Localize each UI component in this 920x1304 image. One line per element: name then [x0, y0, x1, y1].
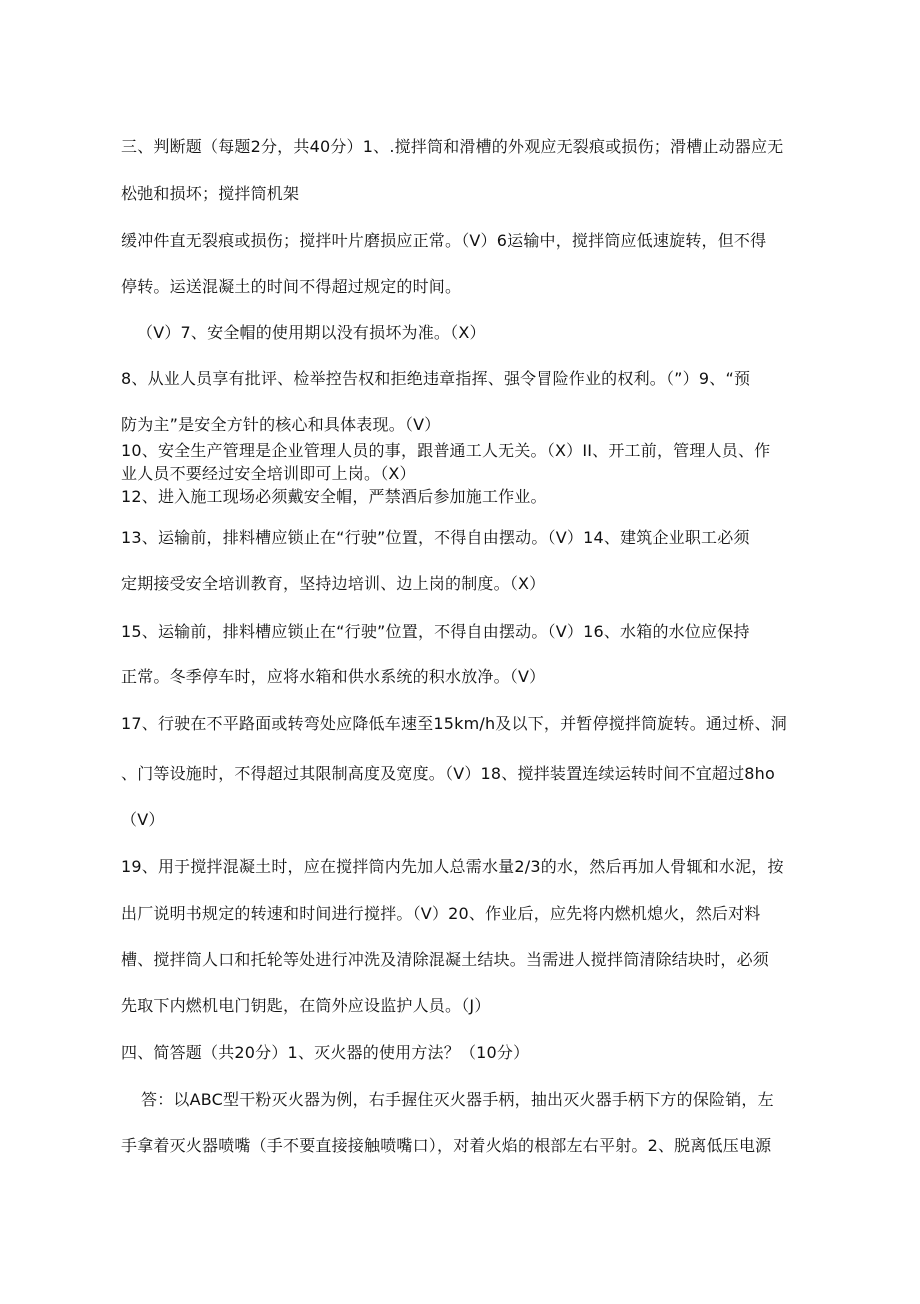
text-line-4: 停转。运送混凝土的时间不得超过规定的时间。	[121, 277, 462, 296]
text-line-20: 槽、搅拌筒人口和托轮等处进行冲洗及清除混凝土结块。当需进人搅拌筒清除结块时，必须	[121, 950, 770, 969]
text-line-16: 、门等设施时，不得超过其限制高度及宽度。（V）18、搅拌装置连续运转时间不宜超过8ho	[121, 764, 776, 783]
text-line-15: 17、行驶在不平路面或转弯处应降低车速至15km/h及以下，并暂停搅拌筒旋转。通过桥、洞	[121, 714, 787, 733]
text-line-21: 先取下内燃机电门钥匙，在筒外应设监护人员。（J）	[121, 996, 491, 1015]
text-line-24: 手拿着灭火器喷嘴（手不要直接接触喷嘴口），对着火焰的根部左右平射。2、脱离低压电源	[121, 1136, 772, 1155]
text-line-6: 8、从业人员享有批评、检举控告权和拒绝违章指挥、强令冒险作业的权利。（”）9、“预	[121, 369, 751, 388]
text-line-5: （V）7、安全帽的使用期以没有损坏为准。（X）	[137, 323, 486, 342]
text-line-22: 四、简答题（共20分）1、灭火器的使用方法？（10分）	[121, 1043, 530, 1062]
text-line-11: 13、运输前，排料槽应锁止在“行驶”位置，不得自由摆动。（V）14、建筑企业职工必须	[121, 528, 750, 547]
text-line-10: 12、进入施工现场必须戴安全帽，严禁酒后参加施工作业。	[121, 487, 547, 506]
text-line-18: 19、用于搅拌混凝土时，应在搅拌筒内先加人总需水量2/3的水，然后再加人骨辄和水泥，按	[121, 857, 784, 876]
text-line-12: 定期接受安全培训教育，坚持边培训、边上岗的制度。（X）	[121, 574, 546, 593]
text-line-1: 三、判断题（每题2分，共40分）1、.搅拌筒和滑槽的外观应无裂痕或损伤；滑槽止动器应无	[121, 137, 784, 156]
text-line-23: 答：以ABC型干粉灭火器为例，右手握住灭火器手柄，抽出灭火器手柄下方的保险销，左	[141, 1090, 774, 1109]
text-line-13: 15、运输前，排料槽应锁止在“行驶”位置，不得自由摆动。（V）16、水箱的水位应保持	[121, 622, 750, 641]
text-line-3: 缓冲件直无裂痕或损伤；搅拌叶片磨损应正常。（V）6运输中，搅拌筒应低速旋转，但不得	[121, 231, 767, 250]
text-line-8: 10、安全生产管理是企业管理人员的事，跟普通工人无关。（X）II、开工前，管理人员、作	[121, 441, 771, 460]
text-line-14: 正常。冬季停车时，应将水箱和供水系统的积水放净。（V）	[121, 667, 546, 686]
text-line-7: 防为主”是安全方针的核心和具体表现。（V）	[121, 415, 441, 434]
text-line-19: 出厂说明书规定的转速和时间进行搅拌。（V）20、作业后，应先将内燃机熄火，然后对料	[121, 904, 761, 923]
text-line-2: 松弛和损坏；搅拌筒机架	[121, 184, 300, 203]
text-line-17: （V）	[121, 810, 165, 829]
text-line-9: 业人员不要经过安全培训即可上岗。（X）	[121, 464, 416, 483]
